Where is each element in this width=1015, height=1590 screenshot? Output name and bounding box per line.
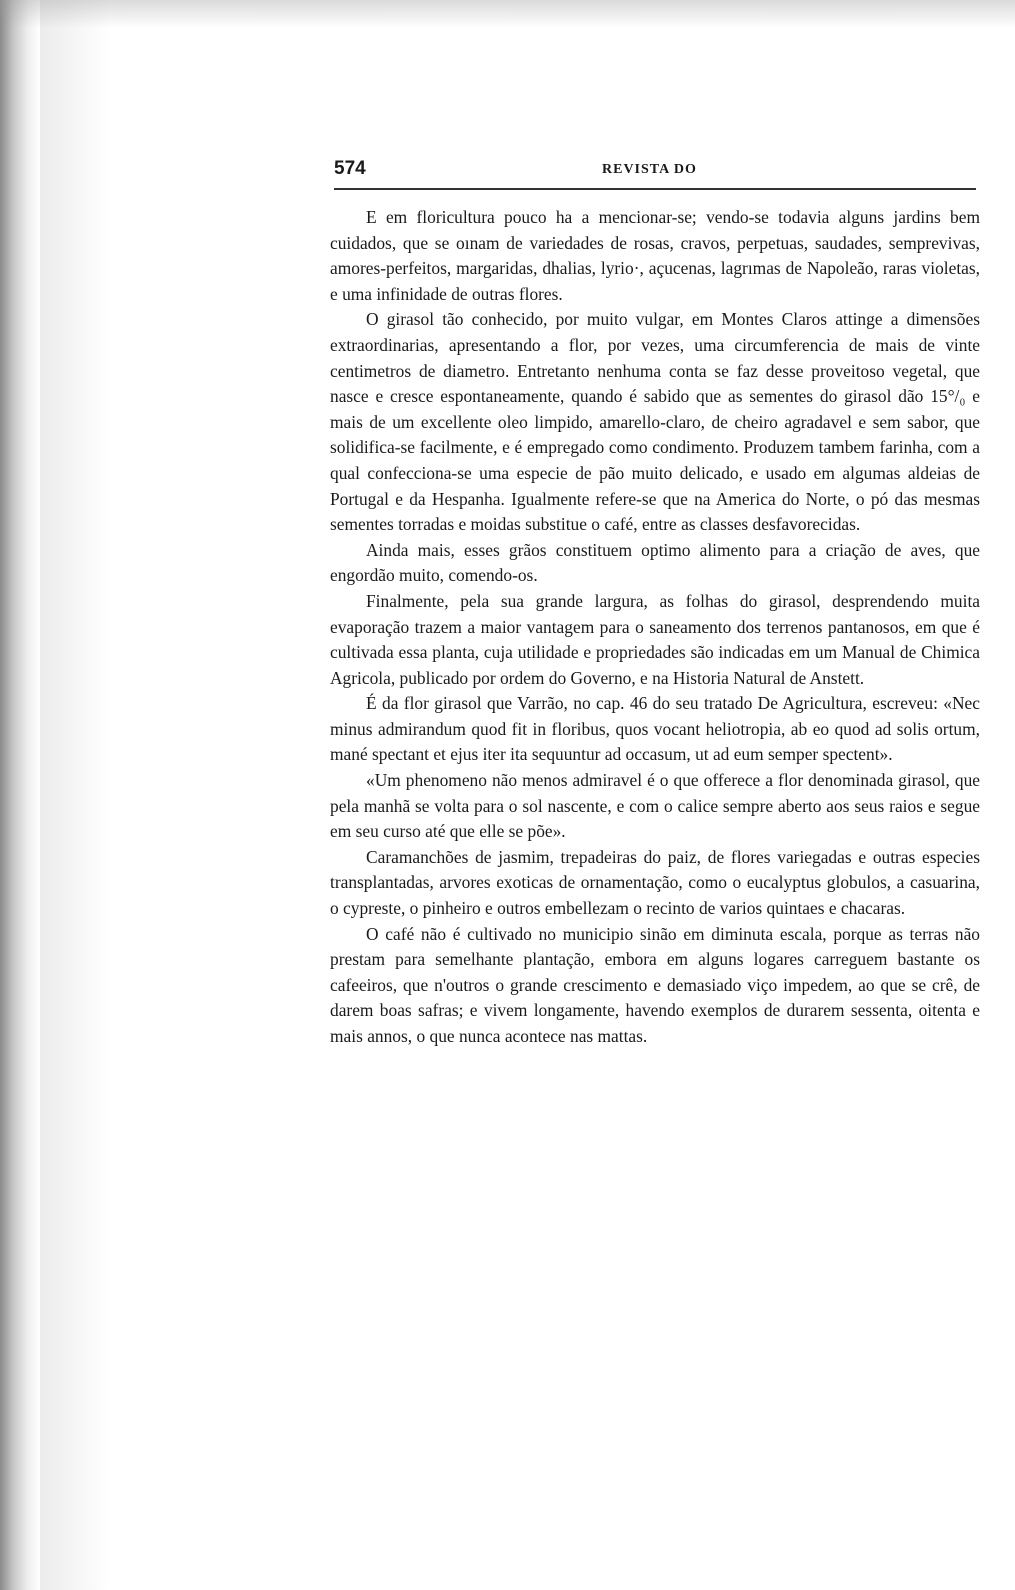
paragraph: E em floricultura pouco ha a mencionar-se; vendo-se todavia alguns jardins bem cuidados, que se oınam de variedades de rosas, cravos, perpetuas, saudades, semprevivas, amores-perfeitos, margaridas, dhalias, lyrio·, açucenas, lagrımas de Napoleão, raras violetas, e uma infinidade de outras flores. <box>330 207 980 304</box>
paragraph: Finalmente, pela sua grande largura, as folhas do girasol, desprendendo muita evaporação trazem a maior vantagem para o saneamento dos terrenos pantanosos, em que é cultivada essa planta, cuja utilidade e propriedades são indicadas em um Manual de Chimica Agricola, publicado por ordem do Governo, e na Historia Natural de Anstett. <box>330 590 980 688</box>
paragraph: Ainda mais, esses grãos constituem optimo alimento para a criação de aves, que engordão muito, comendo-os. <box>330 539 980 586</box>
paragraph: «Um phenomeno não menos admiravel é o que offerece a flor denominada girasol, que pela manhã se volta para o sol nascente, e com o calice sempre aberto aos seus raios e segue em seu curso até que elle se põe». <box>330 770 980 842</box>
page-binding-edge <box>0 0 40 1590</box>
header-rule <box>334 188 976 190</box>
page-header <box>334 158 976 188</box>
page-binding-shadow <box>40 0 110 1590</box>
running-title: REVISTA DO <box>602 162 697 177</box>
paragraph: Caramanchões de jasmim, trepadeiras do paiz, de flores variegadas e outras especies transplantadas, arvores exoticas de ornamentação, como o eucalyptus globulos, a casuarina, o cypreste, o pinheiro e outros embellezam o recinto de varios quintaes e chacaras. <box>330 846 980 919</box>
body-text <box>330 205 980 1050</box>
page-top-shadow <box>0 0 1015 28</box>
paragraph: O café não é cultivado no municipio sinão em diminuta escala, porque as terras não prestam para semelhante plantação, embora em alguns logares carreguem bastante os cafeeiros, que n'outros o grande crescimento e demasiado viço impedem, ao que se crê, de darem boas safras; e vivem longamente, havendo exemplos de durarem sessenta, oitenta e mais annos, o que nunca acontece nas mattas. <box>330 923 980 1046</box>
page-number: 574 <box>334 158 366 179</box>
paragraph: O girasol tão conhecido, por muito vulgar, em Montes Claros attinge a dimensões extraordinarias, apresentando a flor, por vezes, uma circumferencia de mais de vinte centimetros de diametro. Entretanto nenhuma conta se faz desse proveitoso vegetal, que nasce e cresce espontaneamente, quando é sabido que as sementes do girasol dão 15°/₀ e mais de um excellente oleo limpido, amarello-claro, de cheiro agradavel e sem sabor, que solidifica-se facilmente, e é empregado como condimento. Produzem tambem farinha, com a qual confecciona-se uma especie de pão muito delicado, e usado em algumas aldeias de Portugal e da Hespanha. Igualmente refere-se que na America do Norte, o pó das mesmas sementes torradas e moidas substitue o café, entre as classes desfavorecidas. <box>330 309 980 535</box>
paragraph: É da flor girasol que Varrão, no cap. 46 do seu tratado De Agricultura, escreveu: «Nec minus admirandum quod fit in floribus, quos vocant heliotropia, ab eo quod ad solis ortum, mané spectant et ejus iter ita sequuntur ad occasum, ut ad eum semper spectent». <box>330 693 980 765</box>
